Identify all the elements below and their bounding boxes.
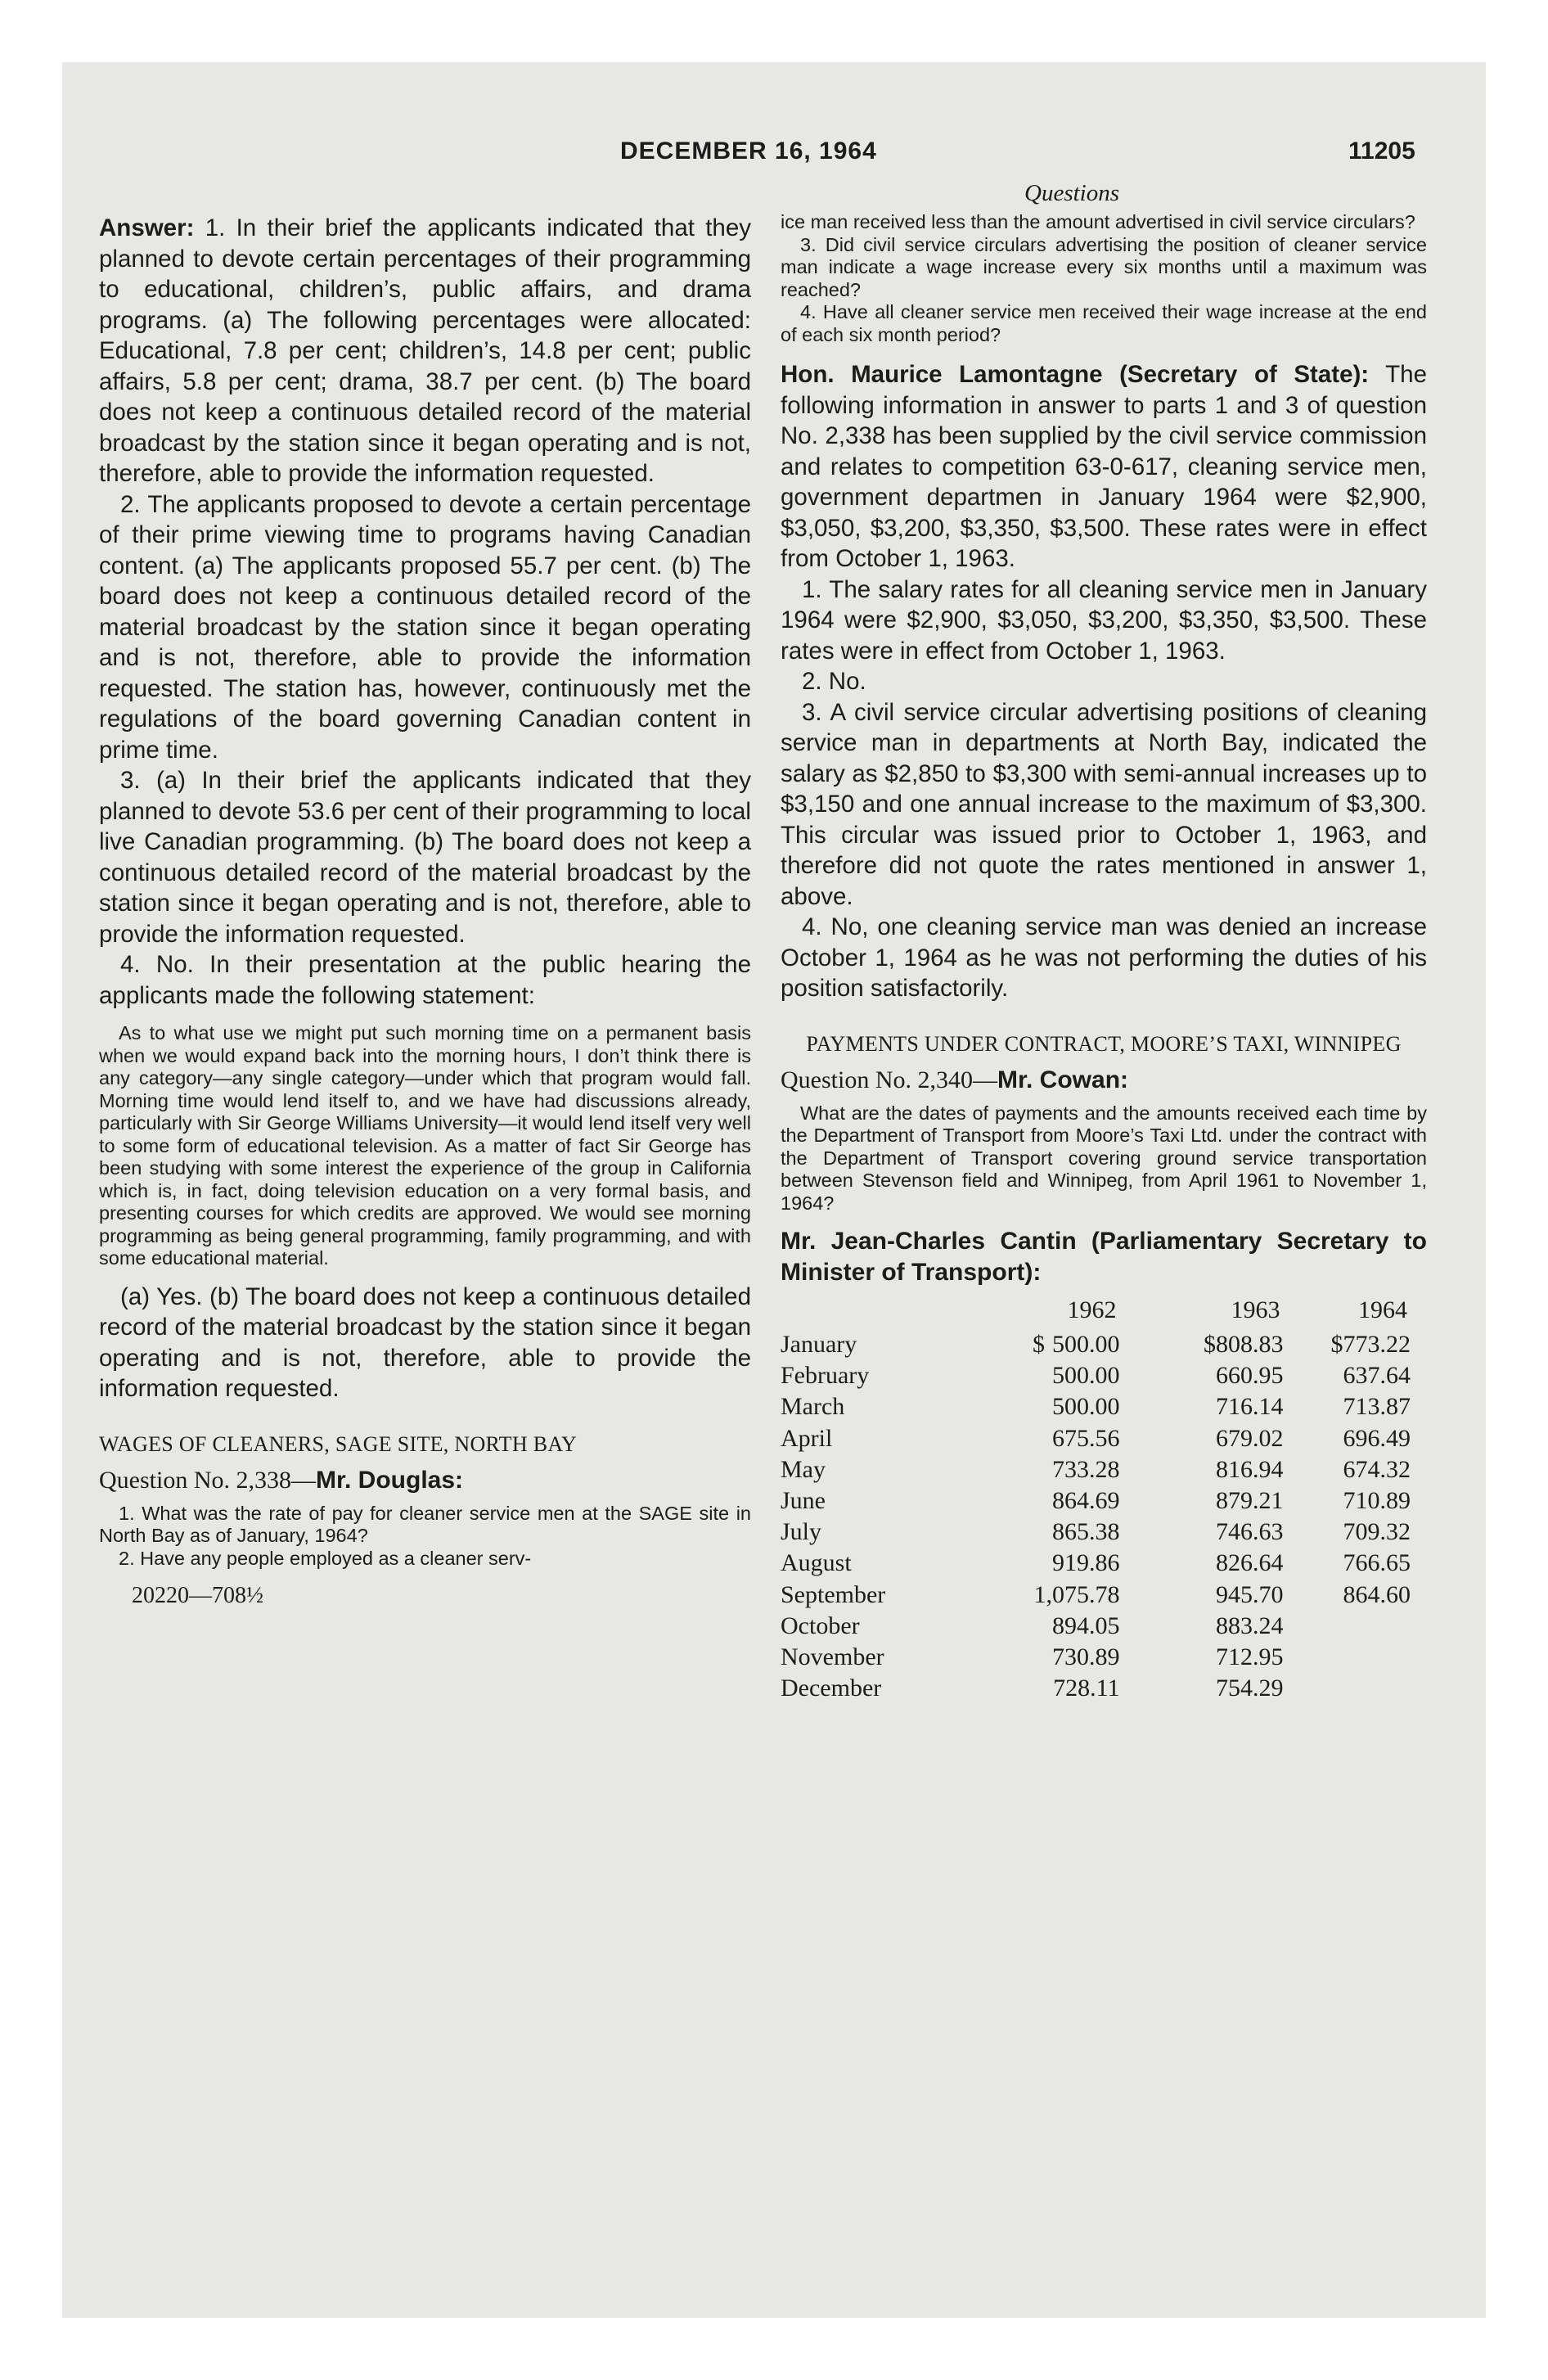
payments-table-month-cell: April: [781, 1424, 833, 1452]
payments-table-1964-cell: 674.32: [1343, 1455, 1411, 1483]
payments-table-1964-cell: 864.60: [1343, 1580, 1411, 1608]
payments-table-1964-cell: $773.22: [1330, 1331, 1411, 1358]
payments-table-1963-cell: 945.70: [1216, 1580, 1284, 1608]
payments-table-row: [781, 1580, 1411, 1611]
payments-table-1962-cell: 728.11: [1053, 1675, 1120, 1702]
salary-answer-3: 3. A civil service circular advertising positions of cleaning service man in departments at North Bay, indicated the salary as $2,850 to $3,300 with semi-annual increases up to $3,150 and one annual increase to the maximum of $3,300. This circular was issued prior to October 1, 1963, and therefore did not quote the rates mentioned in answer 1, above.: [781, 698, 1427, 910]
payments-table-body: [781, 1329, 1411, 1704]
payments-table-1963-cell: 712.95: [1216, 1643, 1284, 1671]
payments-table-1962-cell: 730.89: [1052, 1643, 1120, 1671]
payments-table-row: [781, 1329, 1411, 1360]
currency-symbol: $: [1033, 1331, 1046, 1358]
payments-table-month-cell: January: [781, 1331, 857, 1358]
payments-table-row: [781, 1548, 1411, 1579]
payments-table-1963-cell: $808.83: [1204, 1331, 1284, 1358]
payments-table-month-cell: July: [781, 1518, 822, 1546]
lamontagne-speaker: Hon. Maurice Lamontagne (Secretary of State):: [781, 361, 1370, 388]
answer-paragraph-4: 4. No. In their presentation at the public hearing the applicants made the following statement:: [99, 951, 751, 1009]
hearing-quote: As to what use we might put such morning time on a permanent basis when we would expand back into the morning hours, I don’t think there is any category—any single category—under which that program would fall. Morning time would lend itself to, and we have had discussions already, particularly with Sir George Williams University—it would lend itself very well to some form of educational television. As a matter of fact Sir George has been studying with some interest the experience of the group in California which is, in fact, doing television education on a very formal basis, and presenting courses for which credits are approved. We would see morning programming as being general programming, family programming, and with some educational material.: [99, 1022, 751, 1269]
salary-answer-1: 1. The salary rates for all cleaning service men in January 1964 were $2,900, $3,050, $3,200, $3,350, $3,500. These rates were in effect from October 1, 1963.: [781, 575, 1427, 665]
payments-table-1964-cell: 709.32: [1343, 1518, 1411, 1546]
question-2338-member: Mr. Douglas:: [316, 1466, 464, 1494]
payments-table-1963-cell: 883.24: [1216, 1611, 1284, 1639]
payments-table-row: [781, 1517, 1411, 1548]
right-column: [781, 211, 1427, 1704]
payments-table-month-cell: September: [781, 1580, 886, 1608]
payments-table-month-cell: October: [781, 1611, 860, 1639]
payments-table-row: [781, 1611, 1411, 1642]
question-2338-item-3: 3. Did civil service circulars advertising the position of cleaner service man indicate a wage increase every six months until a maximum was reached?: [781, 233, 1427, 300]
payments-table-header-row: [781, 1296, 1411, 1329]
payments-table-month-cell: March: [781, 1393, 845, 1421]
salary-answer-2: 2. No.: [802, 668, 866, 695]
payments-table-row: [781, 1673, 1411, 1704]
heading-wages-of-cleaners: WAGES OF CLEANERS, SAGE SITE, NORTH BAY: [99, 1431, 578, 1456]
answer-paragraph-5: (a) Yes. (b) The board does not keep a continuous detailed record of the material broadcast by the station since it began operating and is not, therefore, able to provide the information requested.: [99, 1282, 751, 1402]
payments-table-1962-cell: $ 500.00: [948, 1329, 1120, 1360]
payments-table-1963-cell: 679.02: [1216, 1424, 1284, 1452]
payments-table-1962-cell: 500.00: [1052, 1362, 1120, 1390]
payments-table-1962-cell: 864.69: [1052, 1487, 1120, 1515]
lamontagne-answer-text: The following information in answer to parts 1 and 3 of question No. 2,338 has been supplied by the civil service commission and relates to competition 63-0-617, cleaning service men, government departmen in January 1964 were $2,900, $3,050, $3,200, $3,350, $3,500. These rates were in effect from October 1, 1963.: [781, 361, 1427, 572]
payments-table-row: [781, 1423, 1411, 1454]
payments-table-1962-cell: 919.86: [1052, 1549, 1120, 1577]
answer-paragraph-2: 2. The applicants proposed to devote a certain percentage of their prime viewing time to programs having Canadian content. (a) The applicants proposed 55.7 per cent. (b) The board does not keep a continuous detailed record of the material broadcast by the station since it began operating and is not, therefore, able to provide the information requested. The station has, however, continuously met the regulations of the board governing Canadian content in prime time.: [99, 490, 751, 764]
answer-label: Answer:: [99, 214, 195, 241]
payments-table-1962-cell: 500.00: [1052, 1393, 1120, 1421]
payments-table-month-cell: May: [781, 1455, 826, 1483]
payments-table-row: [781, 1360, 1411, 1391]
payments-table-1964-cell: 637.64: [1343, 1362, 1411, 1390]
payments-table-1964-cell: 696.49: [1343, 1424, 1411, 1452]
payments-table-month-cell: February: [781, 1362, 870, 1390]
payments-table-1963-cell: 879.21: [1216, 1487, 1284, 1515]
answer-paragraph-1: [99, 213, 751, 489]
payments-table-1963-cell: 754.29: [1216, 1675, 1284, 1702]
payments-table-1963-cell: 716.14: [1216, 1393, 1284, 1421]
payments-table-1964-cell: 766.65: [1343, 1549, 1411, 1577]
question-2340-label: Question No. 2,340—: [781, 1066, 997, 1093]
payments-table-1964-cell: 713.87: [1343, 1393, 1411, 1421]
lamontagne-answer: [781, 359, 1427, 575]
question-2338-item-2: 2. Have any people employed as a cleaner serv-: [119, 1547, 532, 1569]
heading-payments-moores-taxi: PAYMENTS UNDER CONTRACT, MOORE’S TAXI, WINNIPEG: [806, 1031, 1402, 1056]
payments-table-year-header: 1962: [1067, 1296, 1117, 1323]
section-title: Questions: [1024, 180, 1119, 206]
question-2338-item-2-continued: ice man received less than the amount advertised in civil service circulars?: [781, 211, 1415, 232]
payments-table-1964-cell: [1284, 1642, 1411, 1673]
payments-table-1963-cell: 816.94: [1216, 1455, 1284, 1483]
payments-table-row: [781, 1485, 1411, 1517]
payments-table-1962-cell: 865.38: [1052, 1518, 1120, 1546]
payments-table-1963-cell: 826.64: [1216, 1549, 1284, 1577]
payments-table-1964-cell: 710.89: [1343, 1487, 1411, 1515]
payments-table-month-cell: November: [781, 1643, 884, 1671]
payments-table-1963-cell: 660.95: [1216, 1362, 1284, 1390]
payments-table-row: [781, 1642, 1411, 1673]
payments-table-year-header: 1964: [1358, 1296, 1407, 1323]
payments-table-row: [781, 1391, 1411, 1422]
cantin-speaker: Mr. Jean-Charles Cantin (Parliamentary Secretary to Minister of Transport):: [781, 1228, 1427, 1286]
header-date: DECEMBER 16, 1964: [620, 137, 877, 165]
payments-table-month-cell: June: [781, 1487, 826, 1515]
payments-table-1964-cell: [1284, 1611, 1411, 1642]
question-2338-item-1: 1. What was the rate of pay for cleaner service men at the SAGE site in North Bay as of January, 1964?: [99, 1502, 751, 1546]
payments-table: [781, 1296, 1411, 1704]
answer-paragraph-1-text: 1. In their brief the applicants indicated that they planned to devote certain percentages of their programming to educational, children’s, public affairs, and drama programs. (a) The following percentages were allocated: Educational, 7.8 per cent; children’s, 14.8 per cent; public affairs, 5.8 per cent; drama, 38.7 per cent. (b) The board does not keep a continuous detailed record of the material broadcast by the station since it began operating and is not, therefore, able to provide the information requested.: [99, 214, 751, 487]
question-2340-text: What are the dates of payments and the amounts received each time by the Department of Transport from Moore’s Taxi Ltd. under the contract with the Department of Transport covering ground service transportation between Stevenson field and Winnipeg, from April 1961 to November 1, 1964?: [781, 1102, 1427, 1214]
payments-table-year-header: 1963: [1231, 1296, 1280, 1323]
payments-table-1962-cell: 1,075.78: [1033, 1580, 1120, 1608]
payments-table-1963-cell: 746.63: [1216, 1518, 1284, 1546]
payments-table-1964-cell: [1284, 1673, 1411, 1704]
page-footer-code: 20220—708½: [132, 1583, 263, 1608]
payments-table-month-header: [781, 1296, 948, 1329]
payments-table-1962-cell: 675.56: [1052, 1424, 1120, 1452]
question-2340-header: [781, 1066, 1427, 1094]
question-2340-member: Mr. Cowan:: [997, 1066, 1129, 1093]
question-2338-header: [99, 1467, 751, 1494]
question-2338-item-4: 4. Have all cleaner service men received their wage increase at the end of each six month period?: [781, 301, 1427, 345]
page-header: [0, 137, 1548, 178]
payments-table-month-cell: August: [781, 1549, 852, 1577]
left-column: [99, 213, 751, 1609]
header-page-number: 11205: [1348, 137, 1415, 165]
payments-table-month-cell: December: [781, 1675, 882, 1702]
payments-table-1962-cell: 894.05: [1052, 1611, 1120, 1639]
payments-table-1962-cell: 733.28: [1052, 1455, 1120, 1483]
question-2338-label: Question No. 2,338—: [99, 1466, 316, 1494]
answer-paragraph-3: 3. (a) In their brief the applicants indicated that they planned to devote 53.6 per cent of their programming to local live Canadian programming. (b) The board does not keep a continuous detailed record of the material broadcast by the station since it began operating and is not, therefore, able to provide the information requested.: [99, 767, 751, 948]
payments-table-row: [781, 1454, 1411, 1485]
salary-answer-4: 4. No, one cleaning service man was denied an increase October 1, 1964 as he was not performing the duties of his position satisfactorily.: [781, 913, 1427, 1002]
